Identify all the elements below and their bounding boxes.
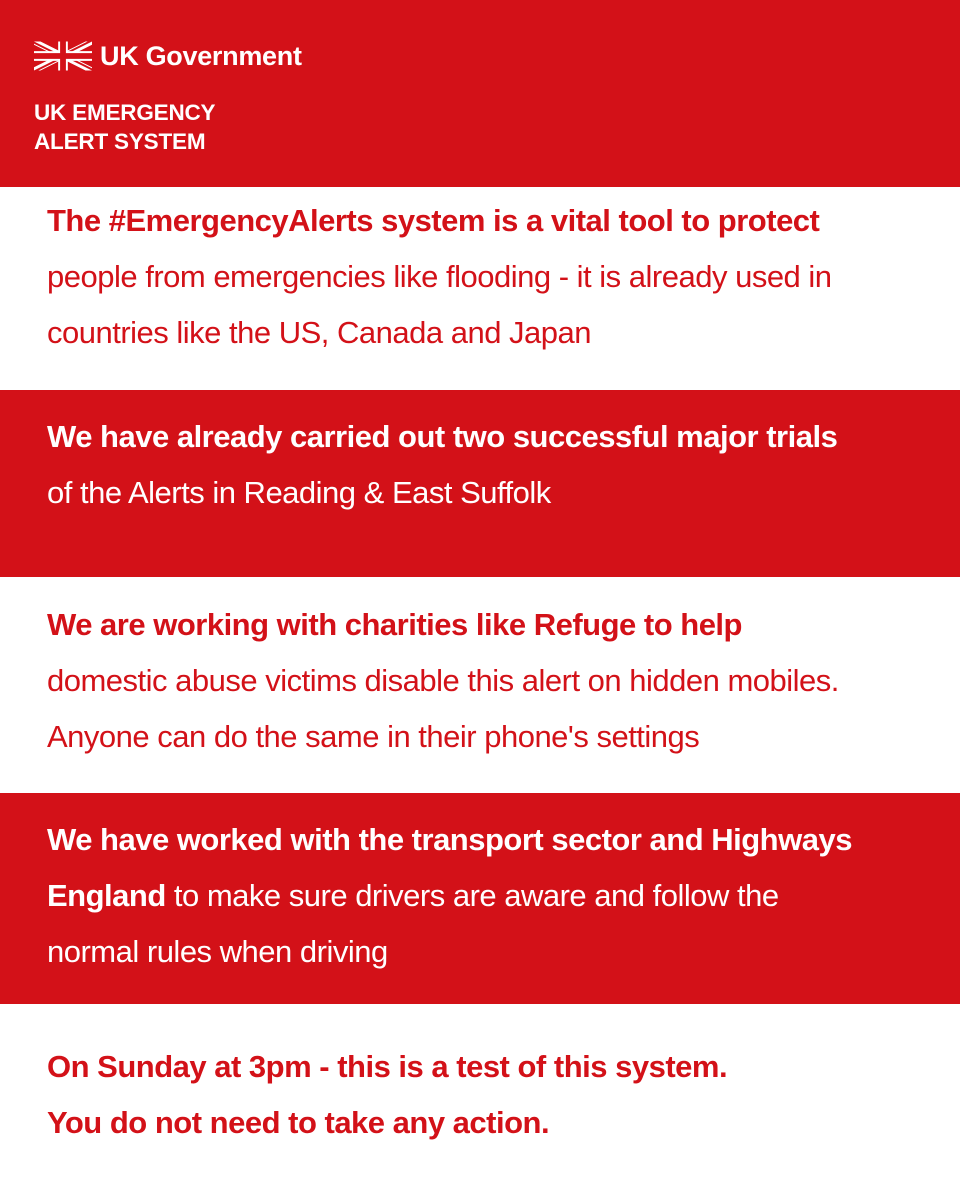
message-4-line3: normal rules when driving [47, 934, 388, 969]
union-flag-icon [34, 38, 92, 74]
message-2-line1: of the Alerts in Reading & East Suffolk [47, 475, 551, 510]
message-2-bold: We have already carried out two successful major trials [47, 419, 838, 454]
message-4-line2-end: to make sure drivers are aware and follow the [165, 878, 779, 913]
message-1-bold: The #EmergencyAlerts system is a vital tool to protect [47, 203, 820, 238]
message-1 [47, 187, 940, 361]
message-4 [47, 793, 940, 980]
system-title-line2: ALERT SYSTEM [34, 129, 206, 154]
header-band [0, 0, 960, 187]
message-band-5 [0, 1004, 960, 1200]
message-band-4 [0, 793, 960, 1004]
message-5 [47, 1004, 940, 1151]
message-1-line1: people from emergencies like flooding - it is already used in [47, 259, 832, 294]
message-3-line2: Anyone can do the same in their phone's settings [47, 719, 700, 754]
message-3-line1: domestic abuse victims disable this alert on hidden mobiles. [47, 663, 839, 698]
uk-government-logo [34, 38, 302, 74]
message-5-line2: You do not need to take any action. [47, 1105, 550, 1140]
message-band-3 [0, 577, 960, 793]
message-band-1 [0, 187, 960, 390]
brand-name: UK Government [100, 41, 302, 71]
message-3 [47, 577, 940, 765]
message-2 [47, 390, 940, 521]
message-3-bold: We are working with charities like Refuge to help [47, 607, 742, 642]
message-4-bold-line2: England [47, 878, 166, 913]
message-4-bold-line1: We have worked with the transport sector and Highways [47, 822, 852, 857]
system-title-line1: UK EMERGENCY [34, 100, 216, 125]
message-4-line2 [47, 868, 940, 924]
message-5-line1: On Sunday at 3pm - this is a test of this system. [47, 1049, 728, 1084]
message-band-2 [0, 390, 960, 577]
system-title [34, 98, 215, 156]
message-1-line2: countries like the US, Canada and Japan [47, 315, 592, 350]
